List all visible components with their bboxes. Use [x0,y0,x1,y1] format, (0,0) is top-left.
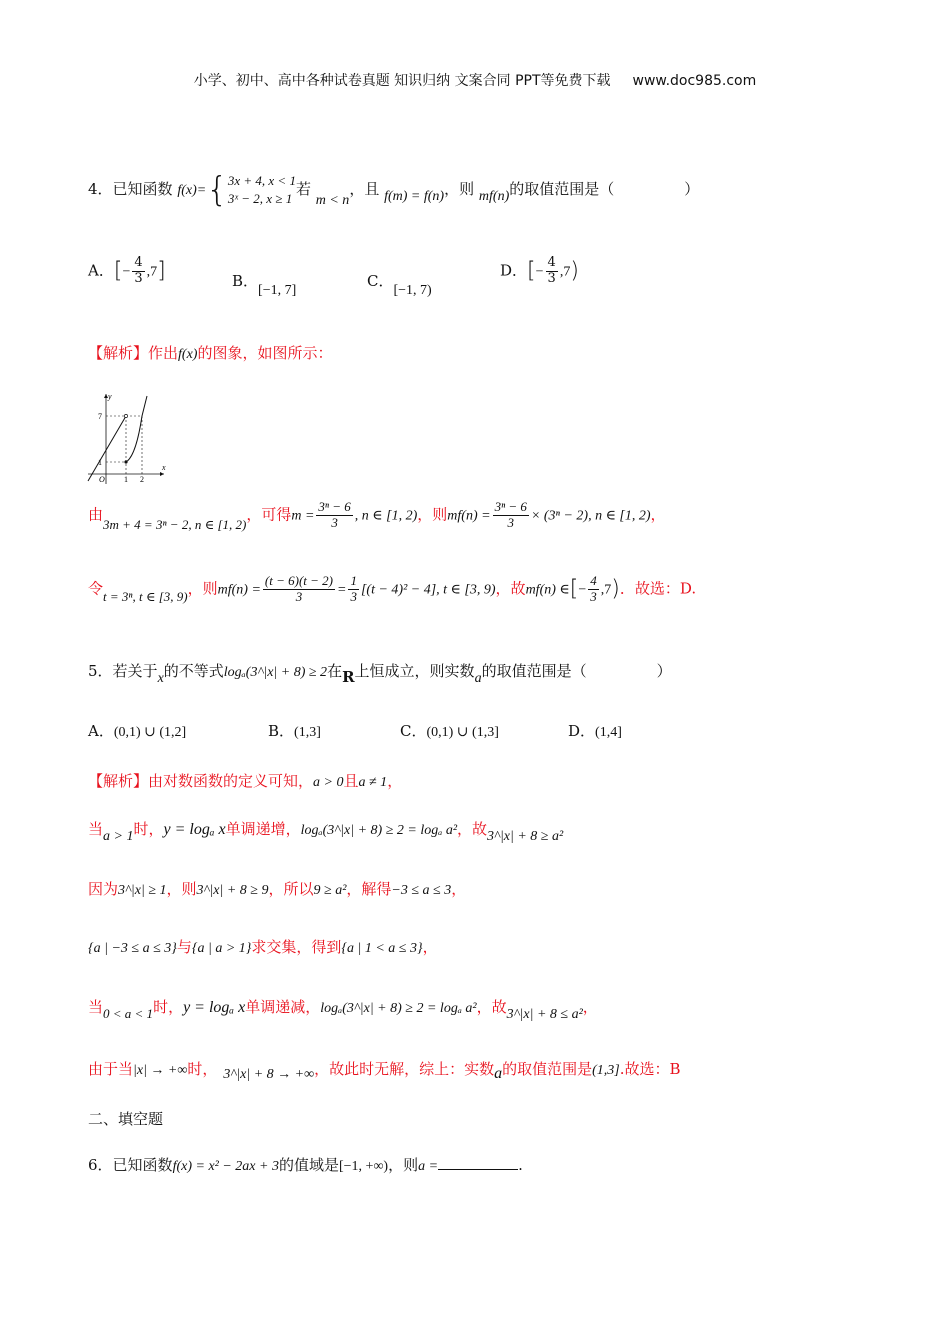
sol5-tag: 【解析】 [88,772,149,790]
function-graph [84,388,174,488]
sol5-l2-so: ，故 [457,820,488,838]
q4-case1: 3x + 4, x < 1 [227,173,296,189]
sol4-l2-frac3 [588,574,599,605]
q4-option-d-den: 3 [547,270,556,286]
linear-branch [88,416,126,481]
sol5-l6-a: a [494,1065,503,1082]
q4-option-d: D．[− $\frac{4}{3}$ ,7) [500,255,579,286]
sol5-l1-and: 且 [343,772,359,790]
q4-then: ，则 [444,180,475,198]
q4-option-a-frac [132,256,144,287]
graph-y-label: y [108,392,112,401]
sol4-l2-tdef: t = 3ⁿ, t ∈ [3, 9) [103,589,188,605]
q5-option-c-val: (0,1) ∪ (1,3] [426,725,499,740]
sol5-l5-mono: 单调递减， [245,998,321,1016]
sol5-l3-m3: 9 ≥ a² [313,883,347,898]
q4-expr: mf(n) [478,189,510,204]
sol4-l2-num: (t − 6)(t − 2) [264,573,334,588]
q5-close: ） [656,662,672,680]
graph-tick-1x: 1 [124,475,128,484]
q5-number: 5． [88,662,113,680]
section-title: 二、填空题 [88,1110,164,1128]
sol4-l2-rnum: 4 [590,573,597,588]
sol4-l2-so: ，故 [495,579,526,598]
exponential-branch [126,396,147,462]
sol5-l1-text: 由对数函数的定义可知， [148,772,314,790]
sol5-l3-end: ， [451,880,467,898]
q6-then: ，则 [388,1156,419,1174]
sol4-l1-range1: , n ∈ [1, 2) [354,508,418,524]
q5-option-c-label: C． [400,722,427,740]
sol4-l2-frac2 [348,574,359,605]
sol4-l1-num1: 3ⁿ − 6 [318,499,351,514]
sol4-l1-frac2 [493,500,529,531]
q4-cond1: m < n [315,193,350,208]
header-site: www.doc985.com [632,73,757,89]
q5-option-d-val: (1,4] [595,725,622,740]
q4-lead: 已知函数 [112,180,173,198]
question-5 [88,660,672,686]
q5-option-a-val: (0,1) ∪ (1,2] [113,725,187,740]
q5-option-a [88,720,186,741]
sol5-l2-c: a > 1 [103,829,134,844]
sol4-l1-mid: ，可得 [246,505,292,524]
sol4-l1-times: × (3ⁿ − 2), n ∈ [1, 2) [530,508,651,524]
sol4-l2-frac1 [263,574,335,605]
sol5-l4-end: ， [422,938,438,956]
q4-option-d-val: 7 [563,264,571,280]
sol4-l2-mf: mf(n) = [217,582,261,598]
sol5-l1-m1: a > 0 [313,775,344,790]
q6-end: . [518,1156,523,1174]
q4-option-b-val: [−1, 7] [258,283,297,298]
q4-option-c-val: [−1, 7) [393,283,432,298]
sol4-line1 [88,500,666,531]
q5-option-d-label: D． [568,722,596,740]
sol5-line2 [88,818,564,844]
q5-option-c [400,720,499,741]
q5-var-x: x [157,671,164,686]
sol5-l6-range: (1,3] [592,1063,620,1078]
sol5-l2-t: 时， [133,820,164,838]
sol5-l4-s1: {a | −3 ≤ a ≤ 3} [88,941,177,956]
graph-x-label: x [162,463,166,472]
sol5-l3-solve: ，解得 [346,880,392,898]
sol5-l6-m1: |x| → +∞ [133,1063,188,1078]
q4-option-a-val: 7 [150,264,158,280]
sol5-l5-t: 时， [153,998,184,1016]
q4-option-a: A．[− $\frac{4}{3}$ ,7] [88,255,166,286]
sol5-l6-end: .故选：B [619,1060,681,1078]
q5-option-a-label: A． [88,722,114,740]
sol5-l1-m2: a ≠ 1 [358,775,388,790]
q4-close: ） [684,180,700,198]
sol4-l2-final: ．故选：D. [619,579,697,598]
q5-option-b [268,720,321,741]
sol5-l6-text2: 的取值范围是 [502,1060,593,1078]
sol5-l2-eq: logₐ(3^|x| + 8) ≥ 2 = logₐ a² [300,823,458,838]
sol4-l2-lead: 令 [88,579,104,598]
q5-mid: 的不等式 [163,662,224,680]
sol4-l1-mf: mf(n) = [447,508,491,524]
q4-brace: { [206,170,228,210]
q4-option-c-label: C． [367,272,394,290]
sol5-l4-s3: {a | 1 < a ≤ 3} [341,941,423,956]
sol4-intro-text: 作出 [148,344,179,362]
open-point [124,414,127,417]
q4-if: 若 [295,180,311,198]
q4-piecewise [228,172,296,207]
q5-tail: 上恒成立，则实数 [354,662,475,680]
q6-answer-blank[interactable] [438,1155,518,1170]
sol5-l6-m2: 3^|x| + 8 → +∞ [223,1067,315,1082]
q6-mid: 的值域是 [278,1156,339,1174]
graph-tick-1y: 1 [98,458,102,467]
sol5-l1-end: ， [387,772,403,790]
sol4-l2-mf2: mf(n) ∈ [525,582,570,598]
sol5-line1 [88,770,402,791]
sol4-l2-rval: 7 [604,582,612,598]
q5-lead: 若关于 [112,662,158,680]
sol5-l5-so: ，故 [476,998,507,1016]
q4-cond2: f(m) = f(n) [384,189,445,204]
q4-option-d-label: D． [500,261,528,280]
q6-range: [−1, +∞) [338,1159,389,1174]
x-axis-arrow [160,472,164,476]
sol5-l4-with: 与 [176,938,192,956]
sol5-l3-m4: −3 ≤ a ≤ 3 [391,883,452,898]
q5-option-b-val: (1,3] [294,725,321,740]
sol5-l5-c: 0 < a < 1 [103,1006,154,1021]
q6-lead: 已知函数 [112,1156,173,1174]
q4-option-d-num: 4 [547,255,556,270]
q4-option-b [232,270,297,298]
sol5-l6-t: 时， [187,1060,218,1078]
question-6 [88,1154,523,1175]
sol4-line2: 令t = 3ⁿ, t ∈ [3, 9)，则mf(n) = $\frac{(t - 6)(t - 2)}{3}$ = $\frac{1}{3}$ [(t − 4)² − 4], t ∈ [3, 9)，故mf(n) ∈[− $\frac{4}{3}$ ,7)．故选：D. [88,573,697,605]
sol4-l1-end: ， [650,505,666,524]
q4-option-b-label: B． [232,272,259,290]
sol5-l3-m1: 3^|x| ≥ 1 [118,883,167,898]
sol4-l2-numb: 1 [350,573,357,588]
sol4-intro [88,342,332,363]
q5-R: R [342,668,355,686]
closed-point [124,460,127,463]
sol5-l3-because: 因为 [88,880,119,898]
sol4-l1-frac1 [316,500,352,531]
graph-tick-7: 7 [98,412,102,421]
sol5-l2-mono: 单调递增， [225,820,301,838]
sol5-l3-so: ，所以 [268,880,314,898]
graph-origin: O [99,475,105,484]
q4-option-a-num: 4 [134,255,143,270]
sol5-line4 [88,936,438,957]
sol4-l1-den2: 3 [507,514,514,530]
sol5-l5-when: 当 [88,998,104,1016]
sol4-l1-lead: 由 [88,505,104,524]
sol4-l2-rden: 3 [590,588,597,604]
sol4-l2-rest: [(t − 4)² − 4], t ∈ [3, 9) [360,582,496,598]
sol4-l1-eq: 3m + 4 = 3ⁿ − 2, n ∈ [1, 2) [103,517,247,533]
graph-tick-2x: 2 [140,475,144,484]
question-4 [88,170,699,210]
q5-option-d [568,720,622,741]
sol5-l3-then: ，则 [166,880,197,898]
sol4-l1-den1: 3 [331,514,338,530]
q4-case2: 3ˣ − 2, x ≥ 1 [227,191,293,206]
q5-ineq: logₐ(3^|x| + 8) ≥ 2 [223,665,328,680]
sol5-l4-int: 求交集，得到 [251,938,342,956]
sol5-line5 [88,996,598,1022]
sol5-line3 [88,878,466,899]
q5-tail2: 的取值范围是（ [481,662,587,680]
sol4-intro-tail: 的图象，如图所示： [197,344,333,362]
page-header [0,70,950,90]
sol4-l2-then: ，则 [187,579,218,598]
sol5-l6-since: 由于当 [88,1060,134,1078]
sol5-l4-s2: {a | a > 1} [191,941,252,956]
sol5-l5-eq: logₐ(3^|x| + 8) ≥ 2 = logₐ a² [320,1001,477,1016]
sol5-l2-res: 3^|x| + 8 ≥ a² [487,829,564,844]
q4-fx: f(x)= [177,183,207,198]
sol4-fx: f(x) [178,347,198,362]
sol4-tag: 【解析】 [88,344,149,362]
sol5-l6-text: ，故此时无解，综上：实数 [314,1060,495,1078]
sol5-l3-m2: 3^|x| + 8 ≥ 9 [196,883,269,898]
q4-option-a-den: 3 [134,270,143,286]
q4-option-a-label: A． [88,261,114,280]
q4-option-d-frac [546,256,558,287]
q4-option-c [367,270,432,298]
q5-option-b-label: B． [268,722,295,740]
q6-fx: f(x) = x² − 2ax + 3 [172,1159,279,1174]
q4-number: 4． [88,180,113,198]
sol5-l5-res: 3^|x| + 8 ≤ a² [506,1007,583,1022]
q6-a-eq: a = [418,1159,439,1174]
sol5-l5-f: y = logₐ x [183,999,246,1016]
q5-on: 在 [327,662,343,680]
sol4-l2-den: 3 [295,588,303,604]
header-text: 小学、初中、高中各种试卷真题 知识归纳 文案合同 PPT等免费下载 [193,73,611,89]
section-fill-in [88,1108,163,1129]
q4-and: ，且 [349,180,380,198]
sol4-l2-eq: = [337,582,347,598]
q4-tail: 的取值范围是（ [509,180,615,198]
sol5-l2-when: 当 [88,820,104,838]
sol4-l1-num2: 3ⁿ − 6 [494,499,527,514]
sol5-line6 [88,1058,681,1082]
q6-number: 6． [88,1156,113,1174]
sol4-l1-then: ，则 [417,505,448,524]
q5-var-a: a [474,671,482,686]
sol5-l5-end: ， [582,998,598,1016]
sol4-l2-denb: 3 [350,588,357,604]
sol4-l1-meq: m = [291,508,315,524]
sol5-l2-f: y = logₐ x [163,821,226,838]
